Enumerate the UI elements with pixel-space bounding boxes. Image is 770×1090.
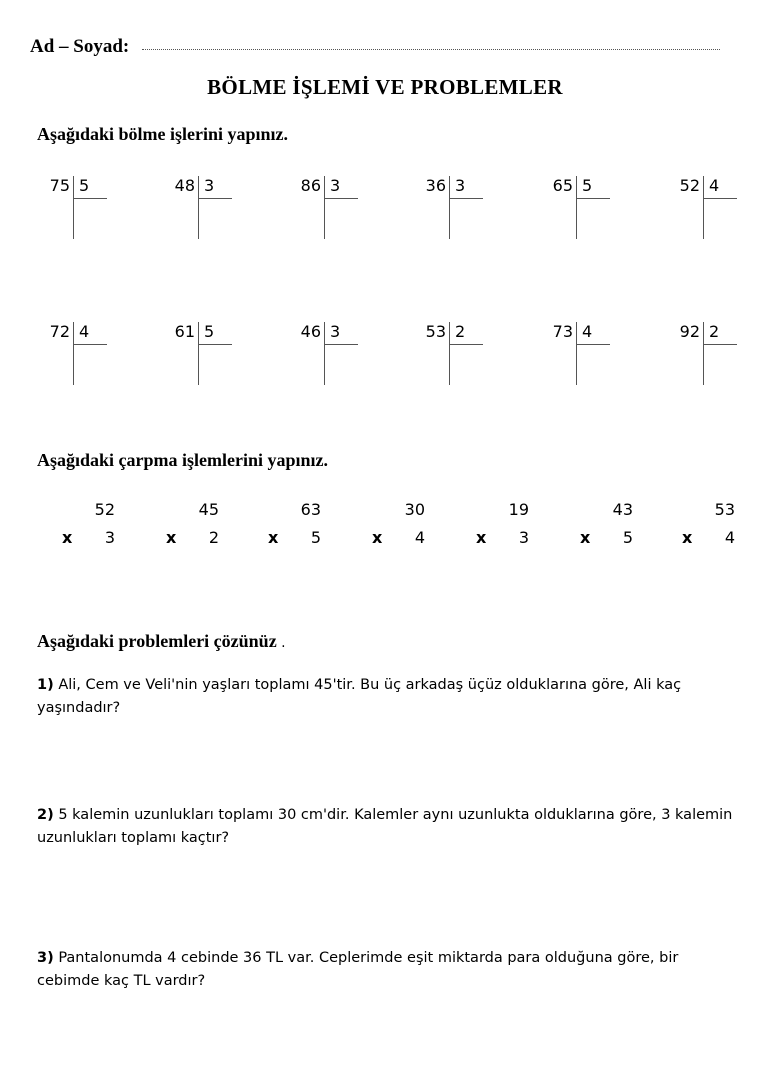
name-field [30,36,730,58]
times-sign: x [372,528,383,547]
division-problem [542,322,632,392]
multiplier: 3 [104,528,115,547]
division-vertical-line [703,176,704,239]
division-horizontal-line [703,344,737,345]
problem-number: 2) [37,807,54,823]
word-problem-3 [37,947,737,993]
division-vertical-line [73,176,74,239]
division-problem [669,176,759,246]
multiplicand: 52 [94,500,115,519]
multiplicand: 53 [714,500,735,519]
multiplier: 4 [724,528,735,547]
times-sign: x [476,528,487,547]
divisor: 2 [709,322,720,341]
multiplicand: 30 [404,500,425,519]
divisor: 3 [204,176,215,195]
divisor: 4 [709,176,720,195]
multiplication-problem [47,500,127,550]
division-problem [164,176,254,246]
multiplication-heading: Aşağıdaki çarpma işlemlerini yapınız. [37,450,329,470]
multiplier: 3 [518,528,529,547]
dividend: 86 [300,176,321,195]
multiplier: 5 [622,528,633,547]
divisor: 3 [330,176,341,195]
divisor: 5 [204,322,215,341]
division-vertical-line [703,322,704,385]
name-label: Ad – Soyad: [30,36,130,57]
division-horizontal-line [449,198,483,199]
division-vertical-line [576,176,577,239]
problems-heading-suffix: . [276,635,286,651]
dividend: 52 [679,176,700,195]
multiplicand: 43 [612,500,633,519]
division-problem [39,322,129,392]
problem-number: 1) [37,677,54,693]
division-problem [164,322,254,392]
division-problem [669,322,759,392]
division-problem [415,322,505,392]
divisor: 3 [330,322,341,341]
division-vertical-line [449,176,450,239]
word-problem-1 [37,674,737,720]
division-problem [542,176,632,246]
multiplier: 2 [208,528,219,547]
division-problem [39,176,129,246]
times-sign: x [580,528,591,547]
multiplication-problem [667,500,747,550]
problem-text: 5 kalemin uzunlukları toplamı 30 cm'dir. Kalemler aynı uzunlukta olduklarına göre, 3 kalemin uzunlukları toplamı kaçtır? [37,807,733,846]
division-horizontal-line [576,344,610,345]
divisor: 2 [455,322,466,341]
division-horizontal-line [73,344,107,345]
times-sign: x [682,528,693,547]
dividend: 48 [174,176,195,195]
multiplicand: 19 [508,500,529,519]
divisor: 4 [582,322,593,341]
problem-text: Ali, Cem ve Veli'nin yaşları toplamı 45'tir. Bu üç arkadaş üçüz olduklarına göre, Ali kaç yaşındadır? [37,677,682,716]
word-problem-2 [37,804,737,850]
division-horizontal-line [198,344,232,345]
division-horizontal-line [73,198,107,199]
multiplication-problem [461,500,541,550]
division-horizontal-line [576,198,610,199]
dividend: 75 [49,176,70,195]
division-vertical-line [324,176,325,239]
name-blank-line[interactable] [142,49,720,50]
multiplicand: 45 [198,500,219,519]
division-heading: Aşağıdaki bölme işlerini yapınız. [37,124,289,144]
dividend: 65 [552,176,573,195]
division-vertical-line [73,322,74,385]
dividend: 53 [425,322,446,341]
problem-number: 3) [37,950,54,966]
times-sign: x [268,528,279,547]
dividend: 72 [49,322,70,341]
division-horizontal-line [324,198,358,199]
division-horizontal-line [449,344,483,345]
division-vertical-line [198,176,199,239]
division-horizontal-line [324,344,358,345]
multiplication-problem [151,500,231,550]
problems-heading [37,631,286,652]
times-sign: x [62,528,73,547]
multiplication-problem [357,500,437,550]
multiplication-problem [253,500,333,550]
page-title: BÖLME İŞLEMİ VE PROBLEMLER [207,75,563,99]
multiplier: 4 [414,528,425,547]
division-vertical-line [449,322,450,385]
divisor: 5 [79,176,90,195]
division-problem [415,176,505,246]
division-horizontal-line [703,198,737,199]
division-problem [290,322,380,392]
divisor: 4 [79,322,90,341]
dividend: 73 [552,322,573,341]
multiplier: 5 [310,528,321,547]
multiplicand: 63 [300,500,321,519]
division-vertical-line [324,322,325,385]
problem-text: Pantalonumda 4 cebinde 36 TL var. Ceplerimde eşit miktarda para olduğuna göre, bir cebimde kaç TL vardır? [37,950,679,989]
dividend: 92 [679,322,700,341]
division-vertical-line [576,322,577,385]
division-vertical-line [198,322,199,385]
divisor: 3 [455,176,466,195]
dividend: 36 [425,176,446,195]
dividend: 46 [300,322,321,341]
division-problem [290,176,380,246]
multiplication-problem [565,500,645,550]
problems-heading-text: Aşağıdaki problemleri çözünüz [37,631,277,651]
times-sign: x [166,528,177,547]
divisor: 5 [582,176,593,195]
division-horizontal-line [198,198,232,199]
dividend: 61 [174,322,195,341]
